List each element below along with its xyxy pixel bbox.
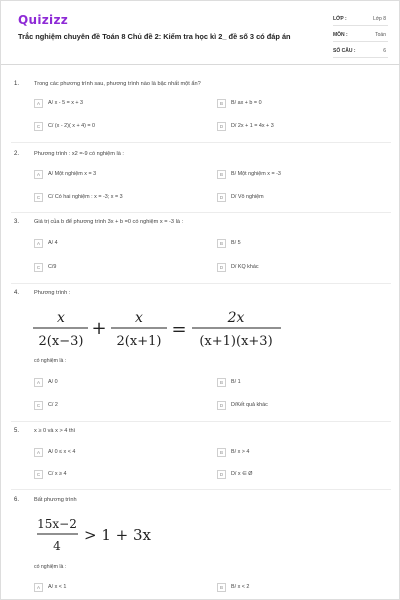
option-text: B/ x < 2: [231, 584, 250, 590]
option-text: A/ 0: [48, 379, 58, 385]
option-text: B/ ax + b = 0: [231, 100, 262, 106]
meta-value: Toán: [375, 32, 386, 38]
option-text: A/ x - 5 = x + 3: [48, 100, 84, 106]
answer-prompt: có nghiệm là :: [34, 358, 67, 364]
question-number: 5.: [14, 428, 20, 434]
question-number: 4.: [14, 290, 20, 296]
option-letter: D: [217, 263, 226, 272]
meta-key: SỐ CÂU :: [333, 48, 356, 54]
option-letter: B: [217, 583, 226, 592]
meta-value: Lớp 8: [372, 16, 386, 22]
meta-value: 6: [383, 48, 386, 54]
option-letter: B: [217, 170, 226, 179]
question-text: Trong các phương trình sau, phương trình nào là bậc nhất một ẩn?: [34, 81, 201, 87]
option-letter: B: [217, 448, 226, 457]
option-letter: C: [34, 263, 43, 272]
option-letter: A: [34, 99, 43, 108]
option-letter: C: [34, 122, 43, 131]
divider: [11, 421, 391, 422]
question-text: Phương trình :: [34, 290, 71, 296]
option-letter: D: [217, 193, 226, 202]
option-text: B/ Một nghiệm x = -3: [231, 171, 281, 177]
option-letter: B: [217, 378, 226, 387]
header: [1, 1, 400, 65]
option-letter: D: [217, 470, 226, 479]
option-letter: B: [217, 99, 226, 108]
question-number: 6.: [14, 497, 20, 503]
fraction-3-denominator: (x+1)(x+3): [199, 334, 273, 349]
option-letter: D: [217, 122, 226, 131]
option-letter: D: [217, 401, 226, 410]
option-text: A/ x < 1: [48, 584, 67, 590]
option-letter: A: [34, 448, 43, 457]
meta-row-subject: [333, 30, 388, 42]
meta-row-class: [333, 14, 388, 26]
question-text: Giá trị của b để phương trình 3x + b =0 có nghiệm x = -3 là :: [34, 219, 184, 225]
option-letter: C: [34, 470, 43, 479]
question-text: Bất phương trình: [34, 497, 77, 503]
fraction-numerator: 15x−2: [37, 517, 77, 531]
fraction-2-denominator: 2(x+1): [116, 334, 162, 349]
question-number: 3.: [14, 219, 20, 225]
option-text: B/ x > 4: [231, 449, 250, 455]
option-text: C/ Có hai nghiệm : x = -3; x = 3: [48, 194, 123, 200]
meta-key: MÔN :: [333, 32, 348, 38]
option-text: C/ x ≥ 4: [48, 471, 67, 477]
fraction-denominator: 4: [53, 539, 61, 553]
option-text: D/ 2x + 1 = 4x + 3: [231, 123, 274, 129]
option-text: B/ 5: [231, 240, 241, 246]
option-letter: C: [34, 401, 43, 410]
inequality-formula: [34, 513, 174, 557]
option-letter: C: [34, 193, 43, 202]
fraction-1-numerator: x: [57, 310, 65, 326]
equals-sign: =: [171, 319, 187, 340]
option-letter: A: [34, 170, 43, 179]
option-text: C/9: [48, 264, 57, 270]
option-text: C/ 2: [48, 402, 58, 408]
divider: [11, 283, 391, 284]
meta-key: LỚP :: [333, 16, 347, 22]
option-letter: A: [34, 583, 43, 592]
page-title: Trắc nghiệm chuyên đề Toán 8 Chủ đề 2: Kiểm tra học kì 2_ đề số 3 có đáp án: [18, 32, 291, 41]
option-text: A/ 4: [48, 240, 58, 246]
option-text: D/Kết quả khác: [231, 402, 268, 408]
option-letter: A: [34, 378, 43, 387]
fraction-3-numerator: 2x: [227, 310, 245, 326]
question-text: Phương trình : x2 =-9 có nghiệm là :: [34, 151, 124, 157]
answer-prompt: có nghiệm là :: [34, 564, 67, 570]
meta-box: [333, 14, 388, 62]
plus-sign: +: [91, 318, 107, 339]
question-number: 2.: [14, 151, 20, 157]
option-text: C/ (x - 2)( x + 4) = 0: [48, 123, 96, 129]
divider: [11, 142, 391, 143]
fraction-1-denominator: 2(x−3): [38, 334, 84, 349]
option-letter: A: [34, 239, 43, 248]
option-text: A/ 0 ≤ x < 4: [48, 449, 76, 455]
option-text: D/ KQ khác: [231, 264, 259, 270]
meta-row-count: [333, 46, 388, 58]
inequality-rest: > 1 + 3x: [84, 526, 151, 544]
option-text: B/ 1: [231, 379, 241, 385]
divider: [11, 212, 391, 213]
question-number: 1.: [14, 81, 20, 87]
fraction-2-numerator: x: [135, 310, 143, 326]
question-text: x ≥ 0 và x > 4 thì: [34, 428, 76, 434]
divider: [11, 489, 391, 490]
option-letter: B: [217, 239, 226, 248]
option-text: D/ Vô nghiệm: [231, 194, 264, 200]
equation-formula: [31, 304, 291, 354]
option-text: A/ Một nghiệm x = 3: [48, 171, 97, 177]
quizizz-logo: Quizizz: [18, 13, 69, 27]
option-text: D/ x ∈ Ø: [231, 471, 253, 477]
